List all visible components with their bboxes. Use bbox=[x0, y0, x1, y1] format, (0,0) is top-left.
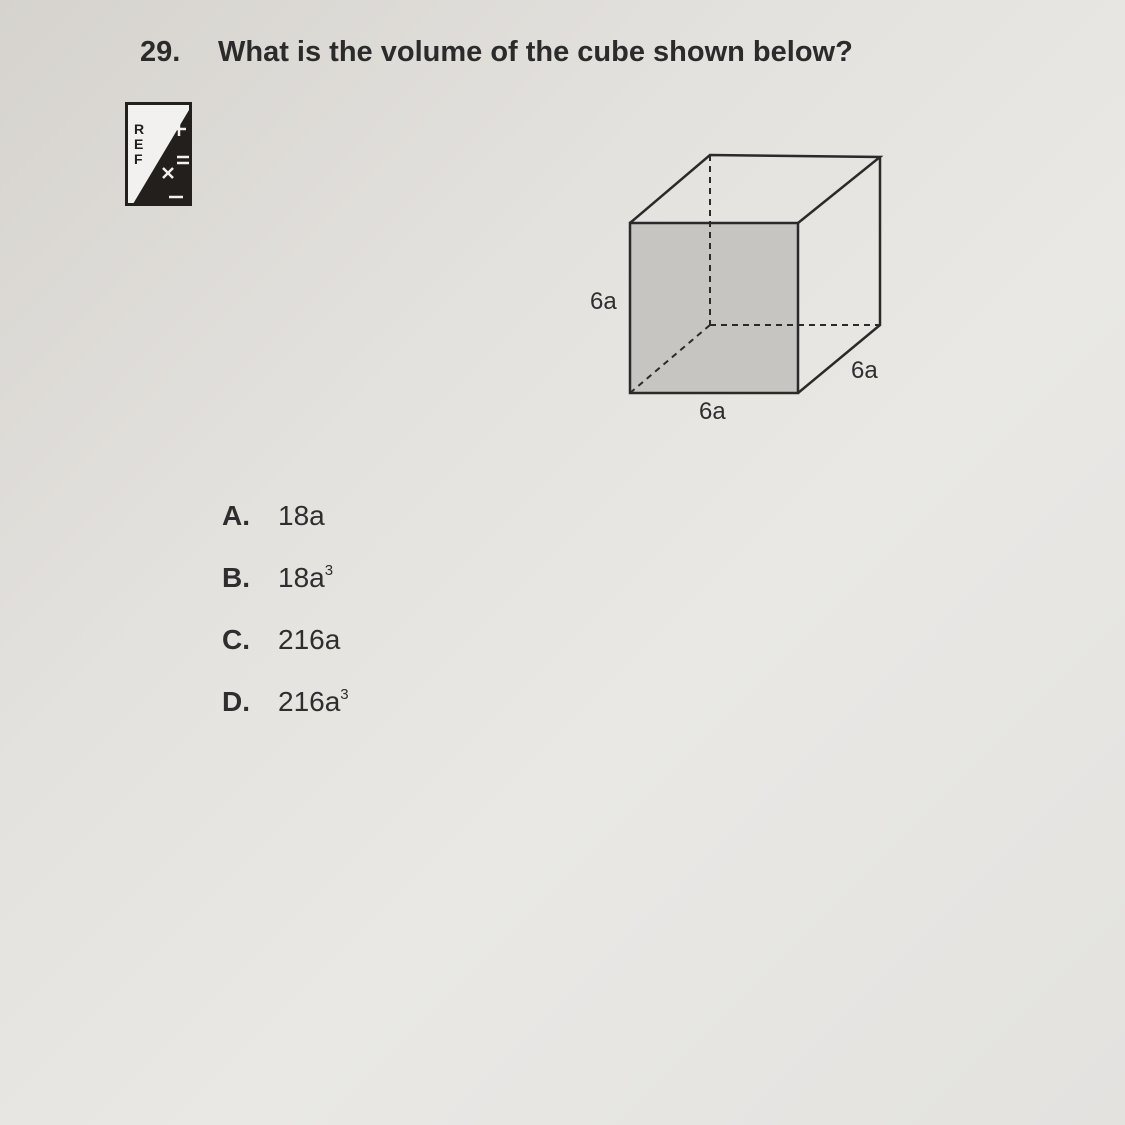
choice-exponent: 3 bbox=[340, 685, 349, 703]
choice-value bbox=[278, 686, 349, 718]
width-label: 6a bbox=[699, 398, 726, 425]
ref-letter-f: F bbox=[134, 151, 143, 167]
choice-d[interactable] bbox=[222, 686, 349, 748]
ref-letter-e: E bbox=[134, 136, 144, 152]
question-number: 29. bbox=[140, 36, 181, 68]
ref-letter-r: R bbox=[134, 121, 145, 137]
choice-letter: C. bbox=[222, 624, 250, 655]
choice-letter: A. bbox=[222, 500, 250, 531]
reference-sheet-icon[interactable] bbox=[125, 102, 192, 206]
answer-choices bbox=[222, 500, 349, 748]
choice-letter: B. bbox=[222, 562, 250, 593]
choice-exponent: 3 bbox=[324, 561, 334, 579]
question-heading bbox=[140, 36, 853, 69]
choice-base: 216a bbox=[278, 624, 341, 655]
cube-figure bbox=[560, 140, 920, 440]
choice-a[interactable] bbox=[222, 500, 349, 562]
question-text: What is the volume of the cube shown below? bbox=[218, 36, 853, 68]
cube-top-edges bbox=[630, 155, 880, 223]
choice-base: 18a bbox=[278, 562, 325, 593]
choice-base: 18a bbox=[278, 500, 325, 531]
cube-front-face bbox=[630, 223, 798, 393]
choice-value bbox=[278, 500, 325, 532]
choice-base: 216a bbox=[278, 686, 341, 717]
choice-letter: D. bbox=[222, 686, 250, 717]
choice-value bbox=[278, 562, 333, 594]
choice-c[interactable] bbox=[222, 624, 349, 686]
choice-value bbox=[278, 624, 340, 656]
height-label: 6a bbox=[590, 288, 617, 315]
choice-b[interactable] bbox=[222, 562, 349, 624]
depth-label: 6a bbox=[851, 357, 878, 384]
